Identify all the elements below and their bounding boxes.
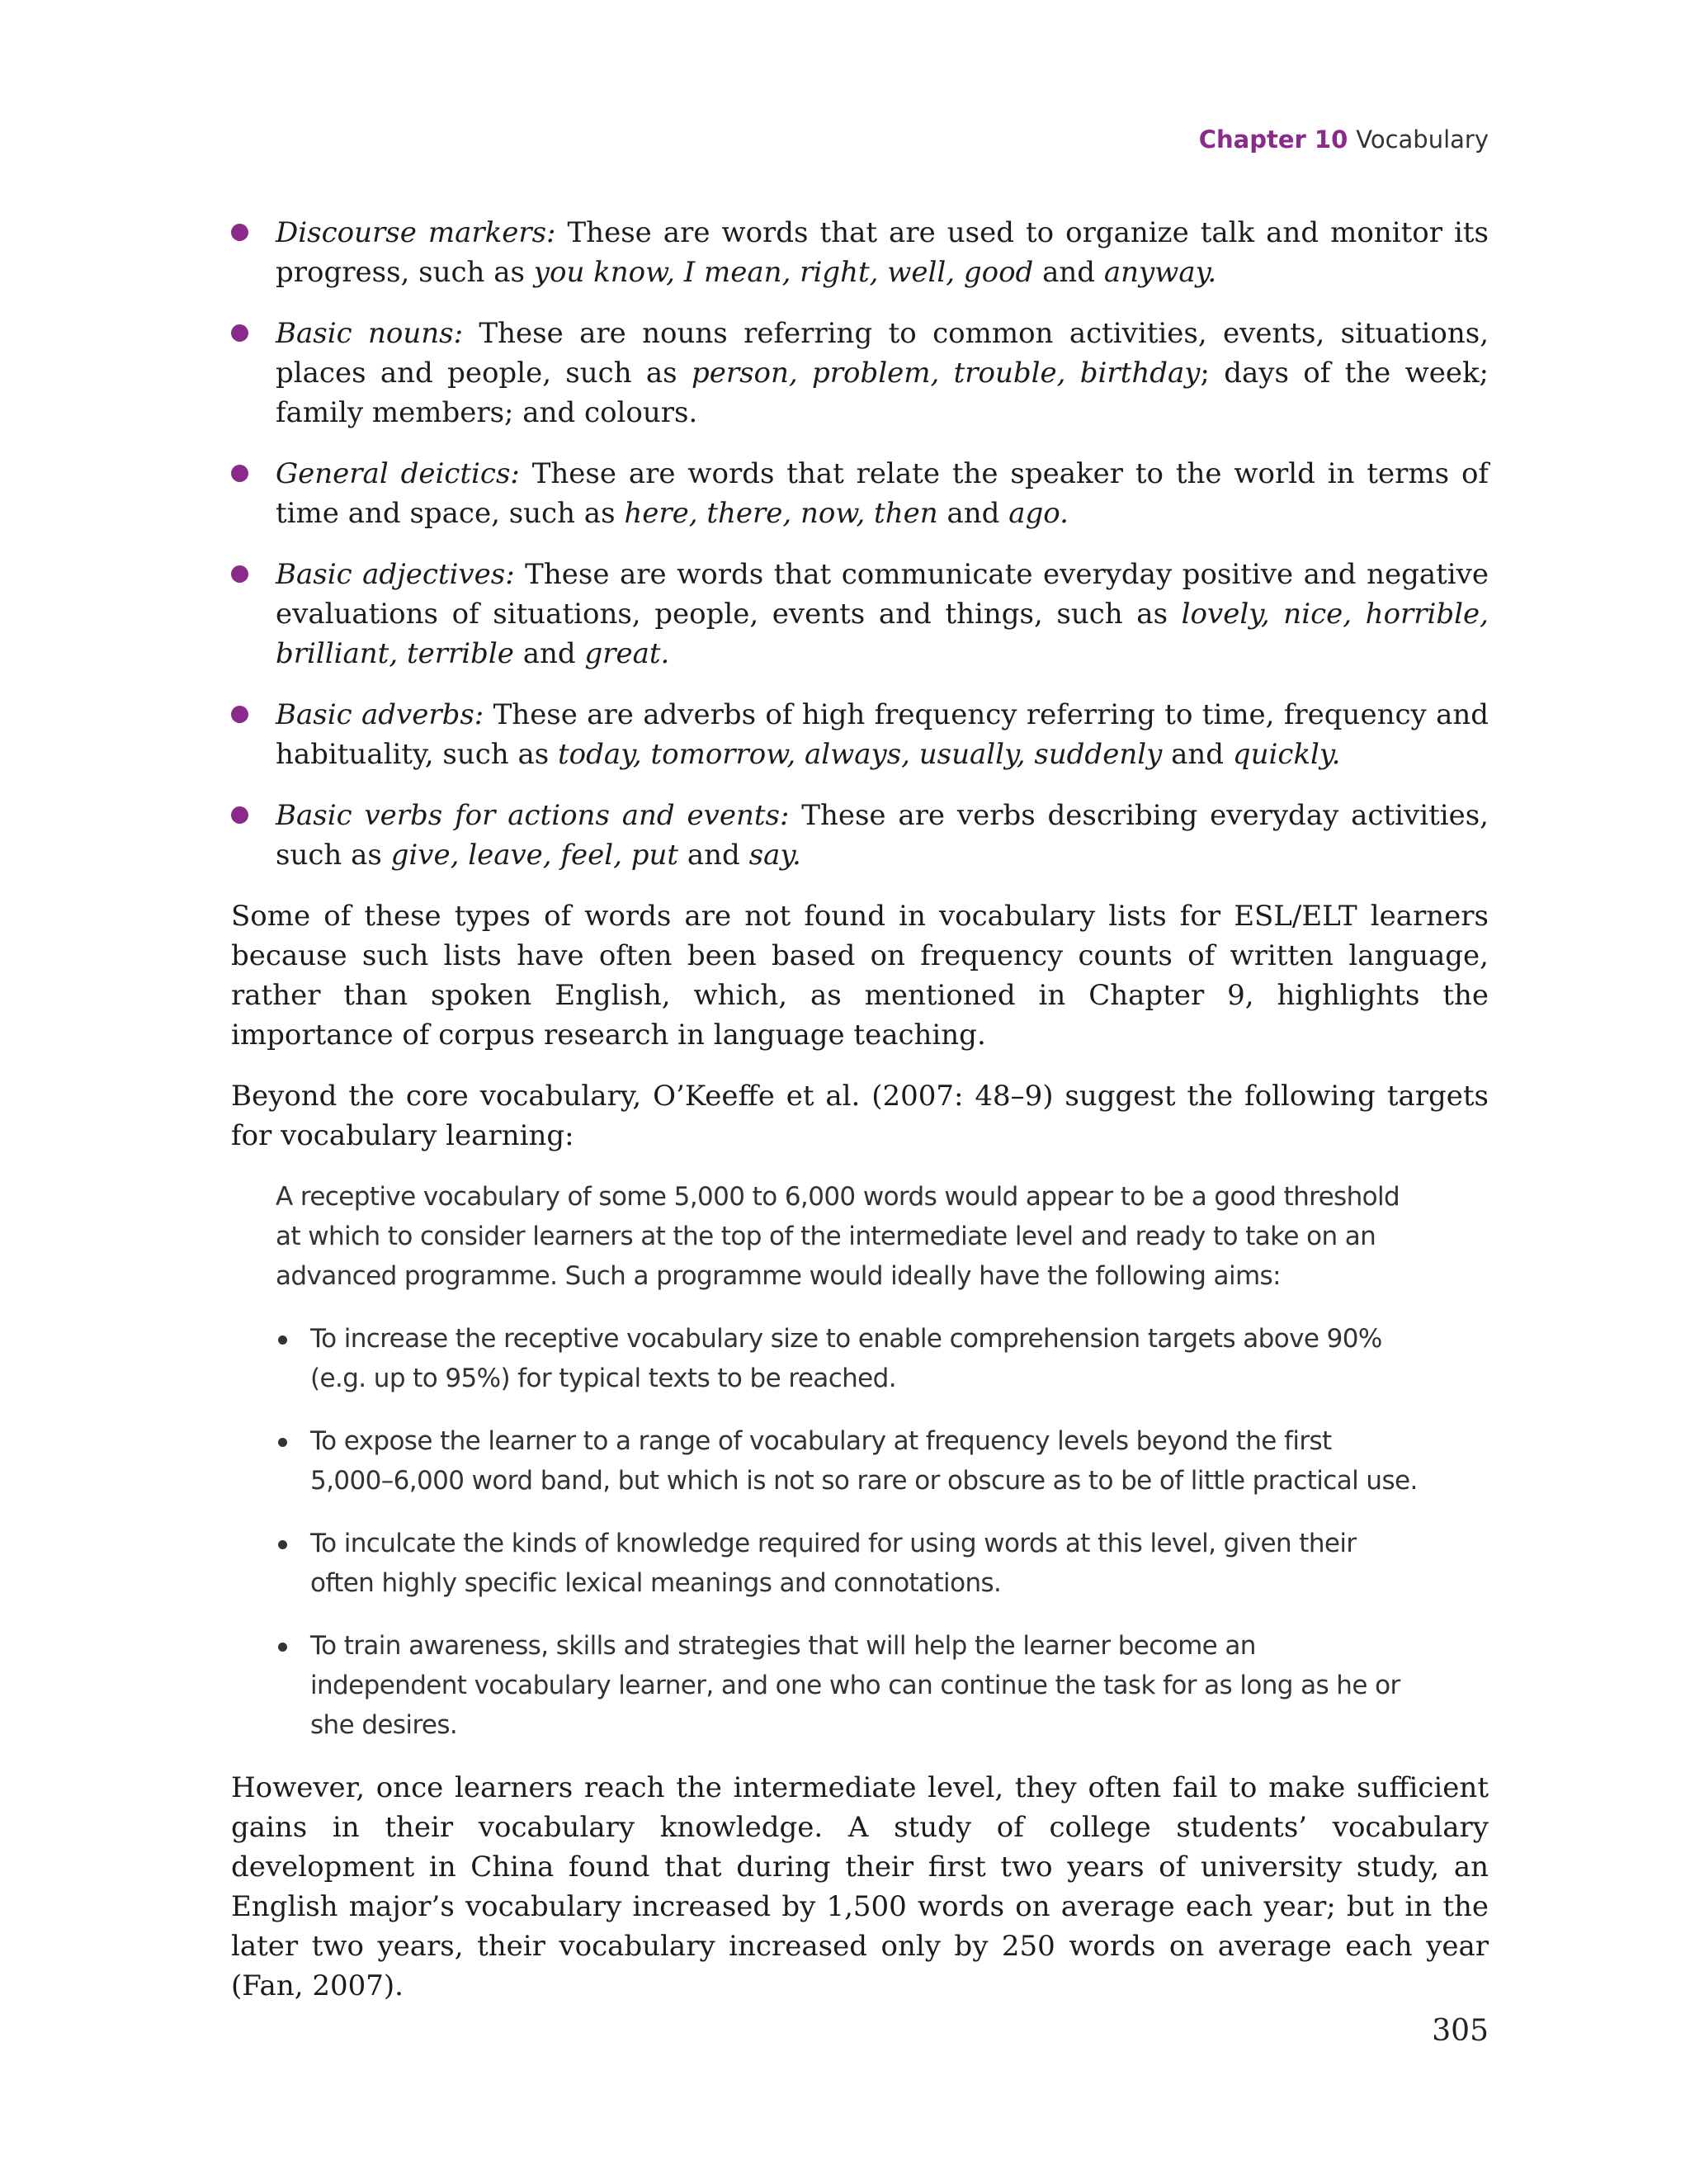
bullet-icon xyxy=(231,324,248,342)
paragraph-targets-intro: Beyond the core vocabulary, O’Keeffe et al. (2007: 48–9) suggest the following targets for vocabulary learning: xyxy=(231,1080,1489,1152)
italic-term: Discourse markers: xyxy=(276,216,556,249)
running-header xyxy=(1199,125,1489,154)
word-type-item xyxy=(231,796,1489,875)
quote-aim-item xyxy=(276,1319,1418,1398)
word-type-list xyxy=(231,213,1489,875)
italic-term: Basic adjectives: xyxy=(276,558,515,591)
italic-term: General deictics: xyxy=(276,457,520,490)
block-quote xyxy=(276,1177,1418,1745)
italic-term: you know, I mean, right, well, good xyxy=(533,256,1034,289)
quote-aim-item xyxy=(276,1524,1418,1603)
paragraph-vocab-lists: Some of these types of words are not found in vocabulary lists for ESL/ELT learners because such lists have often been based on frequency counts of written language, rather than spoken English, which, as mentioned in Chapter 9, highlights the importance of corpus research in language teaching. xyxy=(231,900,1489,1052)
bullet-icon xyxy=(231,565,248,583)
text-run: and xyxy=(513,637,585,670)
word-type-item xyxy=(231,314,1489,433)
word-type-text xyxy=(276,216,1489,289)
quote-aim-text: To increase the receptive vocabulary size to enable comprehension targets above 90% (e.g. up to 95%) for typical texts to be reached. xyxy=(310,1324,1382,1393)
small-bullet-icon xyxy=(278,1438,287,1447)
italic-term: say. xyxy=(748,839,801,872)
text-run: and xyxy=(937,497,1009,530)
italic-term: person, problem, trouble, birthday xyxy=(691,357,1201,390)
text-run: These are words that relate the speaker to the world in terms of time and space, such as xyxy=(276,457,1489,530)
quote-aim-text: To inculcate the kinds of knowledge required for using words at this level, given their often highly specific lexical meanings and connotations. xyxy=(310,1529,1357,1598)
italic-term: ago. xyxy=(1008,497,1069,530)
text-run: These are words that are used to organize talk and monitor its progress, such as xyxy=(276,216,1489,289)
text-run: These are adverbs of high frequency referring to time, frequency and habituality, such as xyxy=(276,698,1489,771)
text-run: These are verbs describing everyday activities, such as xyxy=(276,799,1489,872)
italic-term: today, tomorrow, always, usually, suddenly xyxy=(557,738,1163,771)
italic-term: anyway. xyxy=(1103,256,1217,289)
quote-aims-list xyxy=(276,1319,1418,1745)
italic-term: Basic verbs for actions and events: xyxy=(276,799,790,832)
text-run: These are nouns referring to common activities, events, situations, places and people, such as xyxy=(276,317,1489,390)
word-type-item xyxy=(231,555,1489,674)
italic-term: Basic adverbs: xyxy=(276,698,484,731)
page-body xyxy=(231,213,1489,2027)
text-run: These are words that communicate everyday positive and negative evaluations of situations, people, events and things, such as xyxy=(276,558,1489,631)
page-number: 305 xyxy=(1432,2014,1489,2048)
word-type-text xyxy=(276,799,1489,872)
bullet-icon xyxy=(231,224,248,241)
word-type-text xyxy=(276,558,1489,670)
italic-term: give, leave, feel, put xyxy=(390,839,679,872)
italic-term: Basic nouns: xyxy=(276,317,464,350)
bullet-icon xyxy=(231,706,248,723)
word-type-item xyxy=(231,695,1489,774)
quote-aim-item xyxy=(276,1421,1418,1501)
word-type-item xyxy=(231,454,1489,533)
italic-term: great. xyxy=(584,637,670,670)
bullet-icon xyxy=(231,465,248,482)
word-type-text xyxy=(276,317,1489,429)
word-type-text xyxy=(276,698,1489,771)
paragraph-intermediate-gains: However, once learners reach the intermediate level, they often fail to make sufficient gains in their vocabulary knowledge. A study of college students’ vocabulary development in China found that during their first two years of university study, an English major’s vocabulary increased by 1,500 words on average each year; but in the later two years, their vocabulary increased only by 250 words on average each year (Fan, 2007). xyxy=(231,1771,1489,2002)
text-run: ; days of the week; family members; and colours. xyxy=(276,357,1489,429)
italic-term: quickly. xyxy=(1232,738,1341,771)
small-bullet-icon xyxy=(278,1540,287,1549)
quote-intro: A receptive vocabulary of some 5,000 to 6,000 words would appear to be a good threshold at which to consider learners at the top of the intermediate level and ready to take on an advanced programme. Such a programme would ideally have the following aims: xyxy=(276,1182,1400,1291)
small-bullet-icon xyxy=(278,1643,287,1652)
italic-term: lovely, nice, horrible, brilliant, terrible xyxy=(276,598,1489,670)
word-type-item xyxy=(231,213,1489,292)
text-run: and xyxy=(678,839,749,872)
text-run: and xyxy=(1162,738,1233,771)
bullet-icon xyxy=(231,806,248,824)
text-run: and xyxy=(1033,256,1104,289)
chapter-label: Chapter 10 xyxy=(1198,125,1348,154)
italic-term: here, there, now, then xyxy=(624,497,938,530)
word-type-text xyxy=(276,457,1489,530)
quote-aim-text: To train awareness, skills and strategies that will help the learner become an independent vocabulary learner, and one who can continue the task for as long as he or she desires. xyxy=(310,1631,1400,1740)
section-label: Vocabulary xyxy=(1356,125,1489,154)
quote-aim-item xyxy=(276,1626,1418,1745)
small-bullet-icon xyxy=(278,1335,287,1345)
quote-aim-text: To expose the learner to a range of vocabulary at frequency levels beyond the first 5,000–6,000 word band, but which is not so rare or obscure as to be of little practical use. xyxy=(310,1426,1418,1496)
